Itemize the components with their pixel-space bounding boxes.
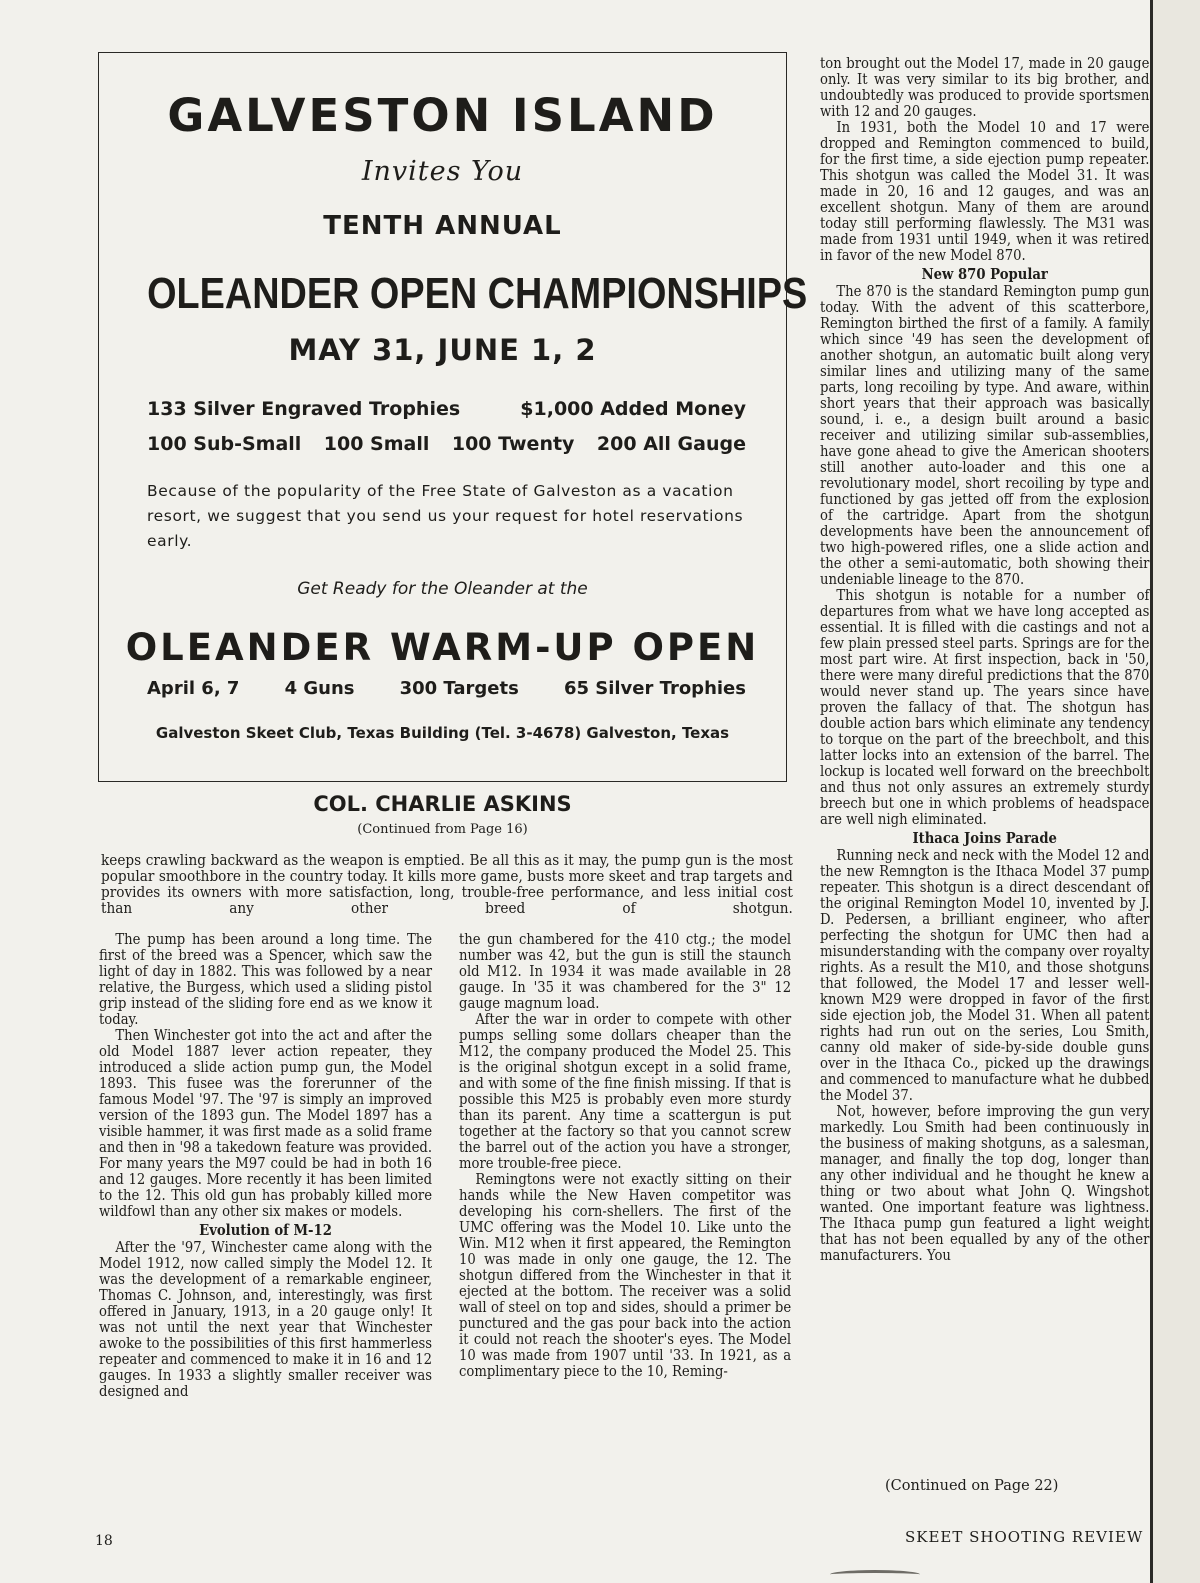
paragraph: The 870 is the standard Remington pump gun today. With the advent of this scatterbore, Remington birthed the first of a family. A family which since '49 has seen the development of another shotgun, an automatic built along very similar lines and utilizing many of the same parts, long recoiling by type. And aware, within short years that their approach was basically sound, i. e., a design built around a basic receiver and utilizing similar sub-assemblies, have gone ahead to give the American shooters still another auto-loader and this one a revolutionary model, short recoiling by type and functioned by gas jetted off from the explosion of the cartridge. Apart from the shotgun developments have been the announcement of two high-powered rifles, one a slide action and the other a semi-automatic, both showing their undeniable lineage to the 870. xyxy=(820,284,1150,588)
ad-get-ready: Get Ready for the Oleander at the xyxy=(297,579,588,599)
paragraph: After the war in order to compete with other pumps selling some dollars cheaper than the M12, the company produced the Model 25. This is the original shotgun except in a solid frame, and with some of the fine finish missing. If that is possible this M25 is probably even more sturdy than its parent. Any time a scattergun is put together at the factory so that you cannot screw the barrel out of the action you have a stronger, more trouble-free piece. xyxy=(459,1012,792,1172)
ad-warmup-item: 300 Targets xyxy=(399,678,519,699)
ad-event-item: 200 All Gauge xyxy=(596,433,746,455)
ad-warmup-item: 4 Guns xyxy=(284,678,355,699)
ad-dates: MAY 31, JUNE 1, 2 xyxy=(288,333,597,367)
ad-title: GALVESTON ISLAND xyxy=(167,89,718,142)
ad-event-item: 100 Sub-Small xyxy=(147,433,302,455)
paragraph: Remingtons were not exactly sitting on their hands while the New Haven competitor was developing his corn-shellers. The first of the UMC offering was the Model 10. Like unto the Win. M12 when it first appeared, the Remington 10 was made in only one gauge, the 12. The shotgun differed from the Winchester in that it ejected at the bottom. The receiver was a solid wall of steel on top and sides, should a primer be punctured and the gas pour back into the action it could not reach the shooter's eyes. The Model 10 was made from 1907 until '33. In 1921, as a complimentary piece to the 10, Reming- xyxy=(459,1172,792,1380)
ad-warmup-item: 65 Silver Trophies xyxy=(563,678,746,699)
magazine-footer-title: SKEET SHOOTING REVIEW xyxy=(905,1528,1144,1546)
ad-warmup-item: April 6, 7 xyxy=(147,678,240,699)
paragraph: Then Winchester got into the act and after the old Model 1887 lever action repeater, they introduced a slide action pump gun, the Model 1893. This fusee was the forerunner of the famous Model '97. The '97 is simply an improved version of the 1893 gun. The Model 1897 has a visible hammer, it was first made as a solid frame and then in '98 a takedown feature was provided. For many years the M97 could be had in both 16 and 12 gauges. More recently it has been limited to the 12. This old gun has probably killed more wildfowl than any other six makes or models. xyxy=(99,1028,433,1220)
paragraph: In 1931, both the Model 10 and 17 were dropped and Remington commenced to build, for the first time, a side ejection pump repeater. This shotgun was called the Model 31. It was made in 20, 16 and 12 gauges, and was an excellent shotgun. Many of them are around today still performing flawlessly. The M31 was made from 1931 until 1949, when it was retired in favor of the new Model 870. xyxy=(820,120,1150,264)
paragraph: This shotgun is notable for a number of departures from what we have long accepted as essential. It is filled with die castings and not a few plain pressed steel parts. Springs are for the most part wire. At first inspection, back in '50, there were many direful predictions that the 870 would never stand up. The years since have proven the fallacy of that. The shotgun has double action bars which eliminate any tendency to torque on the part of the breechbolt, and this latter locks into an extension of the barrel. The lockup is located well forward on the breechbolt and thus not only assures an extremely sturdy breech but one in which problems of headspace are well nigh eliminated. xyxy=(820,588,1150,828)
advertisement-box xyxy=(98,52,808,782)
subheading: Ithaca Joins Parade xyxy=(912,830,1057,847)
ad-invites: Invites You xyxy=(361,156,524,187)
continued-from: (Continued from Page 16) xyxy=(357,822,528,837)
ad-trophies: 133 Silver Engraved Trophies xyxy=(147,398,461,420)
article-column-1 xyxy=(99,932,432,1400)
ad-added-money: $1,000 Added Money xyxy=(520,398,746,420)
article-lead-paragraph: keeps crawling backward as the weapon is emptied. Be all this as it may, the pump gun is the most popular smoothbore in the country today. It kills more game, busts more skeet and trap targets and provides its owners with more satisfaction, long, trouble-free performance, and less initial cost than any other breed of shotgun. xyxy=(101,853,793,917)
ad-event-item: 100 Twenty xyxy=(451,433,575,455)
article-heading: COL. CHARLIE ASKINS xyxy=(313,792,572,816)
page-curl-shadow xyxy=(830,1570,920,1579)
paragraph: the gun chambered for the 410 ctg.; the model number was 42, but the gun is still the staunch old M12. In 1934 it was made available in 28 gauge. In '35 it was chambered for the 3" 12 gauge magnum load. xyxy=(459,932,792,1012)
ad-footer-address: Galveston Skeet Club, Texas Building (Tel. 3-4678) Galveston, Texas xyxy=(155,724,730,742)
paragraph: The pump has been around a long time. The first of the breed was a Spencer, which saw the light of day in 1882. This was followed by a near relative, the Burgess, which used a sliding pistol grip instead of the sliding fore end as we know it today. xyxy=(99,932,433,1028)
ad-event-title: OLEANDER OPEN CHAMPIONSHIPS xyxy=(147,269,808,318)
page-number: 18 xyxy=(95,1533,113,1549)
article-column-3 xyxy=(820,56,1149,1264)
ad-events-row xyxy=(147,433,746,455)
article-column-2 xyxy=(459,932,791,1380)
ad-tenth-annual: TENTH ANNUAL xyxy=(323,211,562,241)
ad-paragraph: Because of the popularity of the Free State of Galveston as a vacation resort, we suggest that you send us your request for hotel reservations early. xyxy=(147,482,744,550)
continued-on: (Continued on Page 22) xyxy=(885,1478,1059,1494)
paragraph: Running neck and neck with the Model 12 and the new Remngton is the Ithaca Model 37 pump repeater. This shotgun is a direct descendant of the original Remington Model 10, invented by J. D. Pedersen, a brilliant engineer, who after perfecting the shotgun for UMC then had a misunderstanding with the company over royalty rights. As a result the M10, and those shotguns that followed, the Model 17 and lesser well-known M29 were dropped in favor of the first side ejection job, the Model 31. When all patent rights had run out on the series, Lou Smith, canny old maker of side-by-side double guns over in the Ithaca Co., picked up the drawings and commenced to manufacture what he dubbed the Model 37. xyxy=(820,848,1150,1104)
ad-prizes-row xyxy=(147,398,746,420)
ad-warmup-row xyxy=(147,678,746,699)
ad-warmup-title: OLEANDER WARM-UP OPEN xyxy=(125,626,760,669)
facing-page-edge xyxy=(1150,0,1200,1583)
paragraph: ton brought out the Model 17, made in 20 gauge only. It was very similar to its big brother, and undoubtedly was produced to provide sportsmen with 12 and 20 gauges. xyxy=(820,56,1150,120)
subheading: Evolution of M-12 xyxy=(199,1222,332,1239)
paragraph: Not, however, before improving the gun very markedly. Lou Smith had been continuously in the business of making shotguns, as a salesman, manager, and finally the top dog, longer than any other individual and he thought he knew a thing or two about what John Q. Wingshot wanted. One important feature was lightness. The Ithaca pump gun featured a light weight that has not been equalled by any of the other manufacturers. You xyxy=(820,1104,1150,1264)
ad-event-item: 100 Small xyxy=(323,433,430,455)
paragraph: After the '97, Winchester came along with the Model 1912, now called simply the Model 12. It was the development of a remarkable engineer, Thomas C. Johnson, and, interestingly, was first offered in January, 1913, in a 20 gauge only! It was not until the next year that Winchester awoke to the possibilities of this first hammerless repeater and commenced to make it in 16 and 12 gauges. In 1933 a slightly smaller receiver was designed and xyxy=(99,1240,433,1400)
subheading: New 870 Popular xyxy=(921,266,1048,283)
